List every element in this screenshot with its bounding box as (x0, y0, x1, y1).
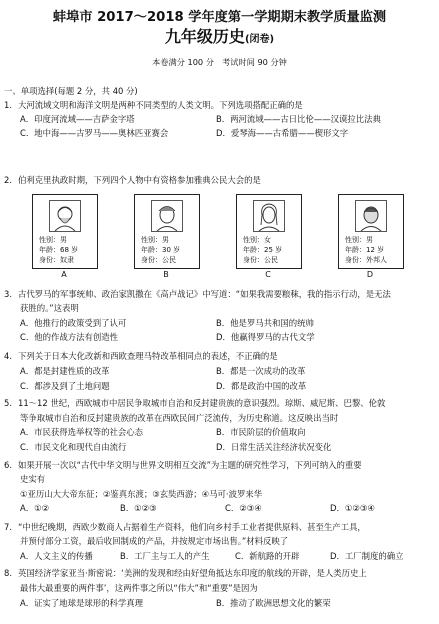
exam-title: 蚌埠市 2017～2018 学年度第一学期期末教学质量监测 (52, 10, 387, 25)
q7-option-d: D．工厂制度的确立 (330, 551, 404, 561)
question-text: 英国经济学家亚当·斯密说：‘美洲的发现和经由好望角抵达东印度的航线的开辟，是人类历史上 (18, 568, 367, 578)
question-number: 8. (4, 568, 12, 578)
q6-option-b: B．①②③ (120, 503, 157, 513)
q6-option-c: C．②③④ (225, 503, 262, 513)
value-id: 公民 (264, 256, 278, 264)
question-text: 伯利克里执政时期，下列四个人物中有资格参加雅典公民大会的是 (18, 175, 261, 185)
value-sex: 男 (366, 236, 373, 244)
q4-option-c: C．都涉及到了土地问题 (20, 381, 110, 391)
portrait-card-d (338, 194, 404, 269)
question-number: 1. (4, 100, 12, 110)
label-sex: 性别： (243, 236, 264, 244)
q4-option-b: B．都是一次成功的改革 (216, 366, 306, 376)
question-6-stem-cont: 史实有 (20, 474, 46, 484)
q1-option-b: B．两河流域——古日比伦——汉谟拉比法典 (216, 114, 381, 124)
question-6-items: ①亚历山大大帝东征；②鉴真东渡；③玄奘西游；④马可·波罗来华 (20, 489, 263, 499)
card-info (39, 235, 78, 265)
card-info (345, 235, 387, 265)
question-3-stem-cont: 获胜的。”这表明 (20, 303, 79, 313)
question-7-stem (4, 522, 366, 533)
value-id: 奴隶 (60, 256, 74, 264)
q6-option-a: A．①② (20, 503, 50, 513)
label-sex: 性别： (345, 236, 366, 244)
label-id: 身份： (141, 256, 162, 264)
paper-type: (闭卷) (244, 34, 275, 45)
q3-option-a: A．他推行的政策受到了认可 (20, 318, 127, 328)
q4-option-a: A．都是封建性质的改革 (20, 366, 110, 376)
value-id: 外邦人 (366, 256, 387, 264)
question-7-stem-cont: 并预付部分工资，最后收回制成的产品，并按规定市场出售。”材料反映了 (20, 536, 289, 546)
man-portrait-icon (151, 200, 183, 232)
question-4-stem (4, 351, 278, 362)
question-text: 古代罗马的军事统帅、政治家凯撒在《高卢战记》中写道：“如果我需要粮秣，我的指示行动，是无法 (18, 289, 391, 299)
q8-option-a: A．证实了地球是球形的科学真理 (20, 598, 143, 608)
portrait-card-c (236, 194, 302, 269)
subject-name: 九年级历史 (164, 27, 245, 46)
q4-option-d: D．都是政治中国的改革 (216, 381, 307, 391)
q7-option-c: C．新航路的开辟 (235, 551, 300, 561)
value-id: 公民 (162, 256, 176, 264)
label-age: 年龄： (39, 246, 60, 254)
q3-option-b: B．他是罗马共和国的统帅 (216, 318, 314, 328)
value-sex: 男 (162, 236, 169, 244)
question-number: 7. (4, 522, 12, 532)
q1-option-d: D．爱琴海——古希腊——楔形文字 (216, 128, 349, 138)
question-number: 6. (4, 460, 12, 470)
option-letter-c: C (265, 270, 271, 279)
question-number: 5. (4, 398, 12, 408)
q8-option-b: B．推动了欧洲思想文化的繁荣 (216, 598, 331, 608)
section-heading: 一、单项选择(每题 2 分，共 40 分) (4, 86, 138, 96)
subject-title (0, 24, 439, 47)
q3-option-c: C．他的作战方法有创造性 (20, 332, 118, 342)
q7-option-a: A．人文主义的传播 (20, 551, 93, 561)
boy-portrait-icon (355, 200, 387, 232)
old-man-portrait-icon (49, 200, 81, 232)
value-sex: 男 (60, 236, 67, 244)
label-id: 身份： (243, 256, 264, 264)
value-sex: 女 (264, 236, 271, 244)
question-number: 4. (4, 351, 12, 361)
value-age: 25 岁 (264, 246, 283, 254)
question-text: 大河流域文明和海洋文明是两种不同类型的人类文明。下列选项搭配正确的是 (18, 100, 303, 110)
question-8-stem-cont: 最伟大最重要的两件事’，这两件事之所以“伟大”和“重要”是因为 (20, 583, 258, 593)
question-1-stem (4, 100, 303, 111)
option-letter-a: A (61, 270, 67, 279)
value-age: 30 岁 (162, 246, 181, 254)
q5-option-c: C．市民文化和现代自由流行 (20, 442, 127, 452)
option-letter-b: B (163, 270, 169, 279)
q5-option-b: B．市民阶层的价值取向 (216, 427, 306, 437)
question-3-stem (4, 289, 391, 300)
portrait-card-b (134, 194, 200, 269)
exam-info: 本卷满分 100 分 考试时间 90 分钟 (152, 57, 287, 67)
question-5-stem (4, 398, 385, 409)
q1-option-c: C．地中海——古罗马——奥林匹亚赛会 (20, 128, 169, 138)
question-text: 11～12 世纪，西欧城市中居民争取城市自治和反封建贵族的意识强烈。琼斯、威尼斯、巴黎、伦敦 (18, 398, 386, 408)
label-age: 年龄： (345, 246, 366, 254)
label-id: 身份： (345, 256, 366, 264)
question-text: 下列关于日本大化改新和西欧查理马特改革相同点的表述，不正确的是 (18, 351, 278, 361)
woman-portrait-icon (253, 200, 285, 232)
card-info (141, 235, 180, 265)
question-2-stem (4, 175, 261, 186)
label-id: 身份： (39, 256, 60, 264)
question-5-stem-cont: 等争取城市自治和反封建贵族的改革在西欧民间广泛流传，为历史称道。这反映出当时 (20, 413, 339, 423)
card-info (243, 235, 282, 265)
value-age: 12 岁 (366, 246, 385, 254)
label-sex: 性别： (39, 236, 60, 244)
value-age: 68 岁 (60, 246, 79, 254)
q7-option-b: B．工厂主与工人的产生 (120, 551, 210, 561)
label-sex: 性别： (141, 236, 162, 244)
q5-option-a: A．市民获得选举权等的社会心态 (20, 427, 143, 437)
q6-option-d: D．①②③④ (330, 503, 375, 513)
question-number: 3. (4, 289, 12, 299)
question-8-stem (4, 568, 367, 579)
question-6-stem (4, 460, 362, 471)
question-text: 如果开展一次以“古代中华文明与世界文明相互交流”为主题的研究性学习，下列可纳入的重要 (18, 460, 362, 470)
portrait-card-a (32, 194, 98, 269)
q5-option-d: D．日常生活关注经济状况变化 (216, 442, 332, 452)
question-text: “中世纪晚期，西欧少数商人占据着生产资料，他们向乡村手工业者提供原料、甚至生产工具， (18, 522, 366, 532)
label-age: 年龄： (141, 246, 162, 254)
q3-option-d: D．他赢得罗马的古代文学 (216, 332, 315, 342)
option-letter-d: D (366, 270, 374, 279)
q1-option-a: A．印度河流域——吉萨金字塔 (20, 114, 135, 124)
label-age: 年龄： (243, 246, 264, 254)
question-number: 2. (4, 175, 12, 185)
